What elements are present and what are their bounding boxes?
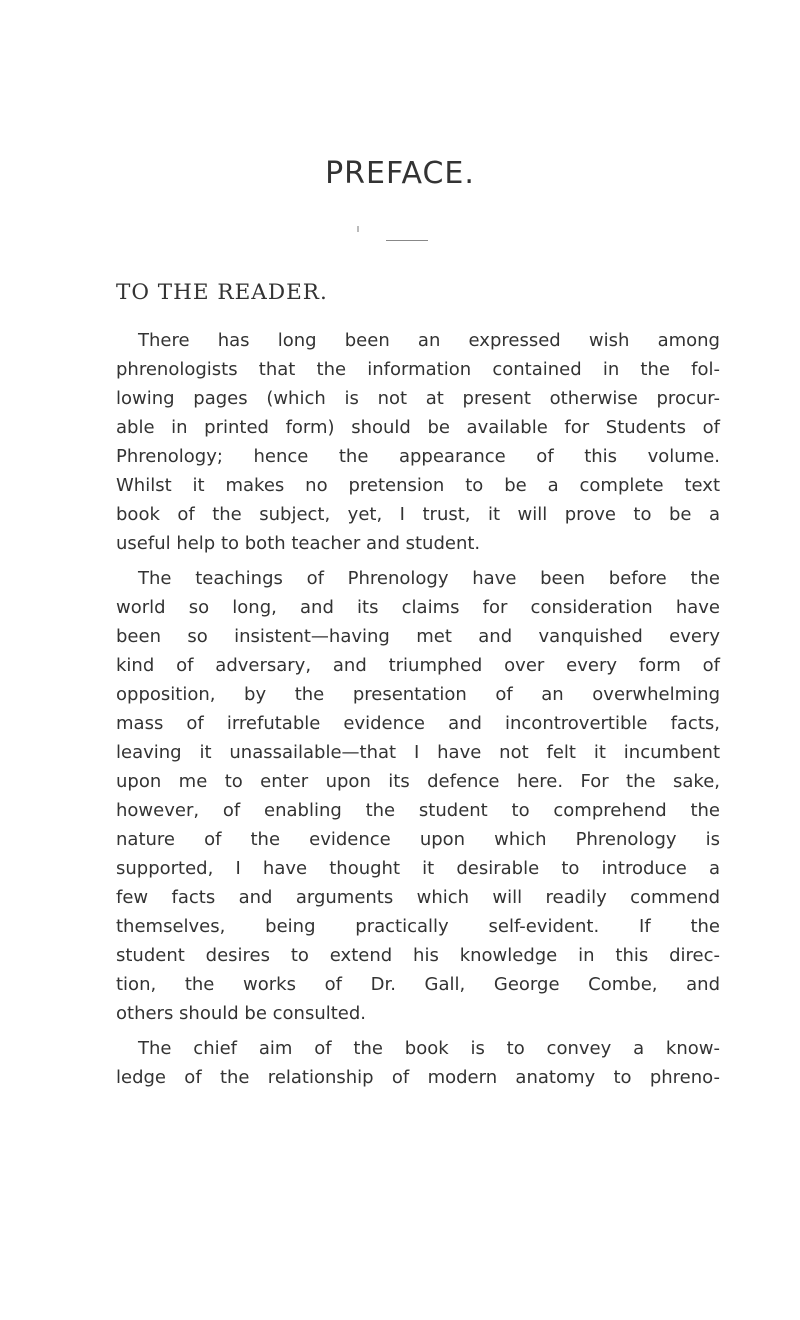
text-line: kind of adversary, and triumphed over every form of [116, 655, 720, 676]
text-line: Phrenology; hence the appearance of this volume. [116, 446, 720, 467]
text-line: phrenologists that the information contained in the fol- [116, 359, 720, 380]
text-line: world so long, and its claims for consideration have [116, 597, 720, 618]
text-line: mass of irrefutable evidence and incontrovertible facts, [116, 713, 720, 734]
text-line: ledge of the relationship of modern anatomy to phreno- [116, 1067, 720, 1088]
text-line: There has long been an expressed wish among [138, 330, 720, 351]
text-line: themselves, being practically self-evident. If the [116, 916, 720, 937]
text-line: few facts and arguments which will readily commend [116, 887, 720, 908]
text-line: opposition, by the presentation of an overwhelming [116, 684, 720, 705]
page-title: PREFACE. [325, 156, 475, 191]
text-line: others should be consulted. [116, 1003, 367, 1024]
text-line: leaving it unassailable—that I have not felt it incumbent [116, 742, 720, 763]
text-line: able in printed form) should be available for Students of [116, 417, 720, 438]
text-line: been so insistent—having met and vanquished every [116, 626, 720, 647]
salutation-heading: TO THE READER. [116, 280, 328, 305]
text-line: supported, I have thought it desirable to introduce a [116, 858, 720, 879]
text-line: however, of enabling the student to comprehend the [116, 800, 720, 821]
text-line: nature of the evidence upon which Phrenology is [116, 829, 720, 850]
text-line: upon me to enter upon its defence here. For the sake, [116, 771, 720, 792]
text-line: The teachings of Phrenology have been before the [138, 568, 720, 589]
text-line: student desires to extend his knowledge in this direc- [116, 945, 720, 966]
text-line: tion, the works of Dr. Gall, George Combe, and [116, 974, 720, 995]
title-divider [386, 240, 428, 241]
text-line: book of the subject, yet, I trust, it will prove to be a [116, 504, 720, 525]
text-line: Whilst it makes no pretension to be a complete text [116, 475, 720, 496]
print-speck [357, 226, 359, 232]
text-line: The chief aim of the book is to convey a know- [138, 1038, 720, 1059]
text-line: lowing pages (which is not at present otherwise procur- [116, 388, 720, 409]
text-line: useful help to both teacher and student. [116, 533, 481, 554]
